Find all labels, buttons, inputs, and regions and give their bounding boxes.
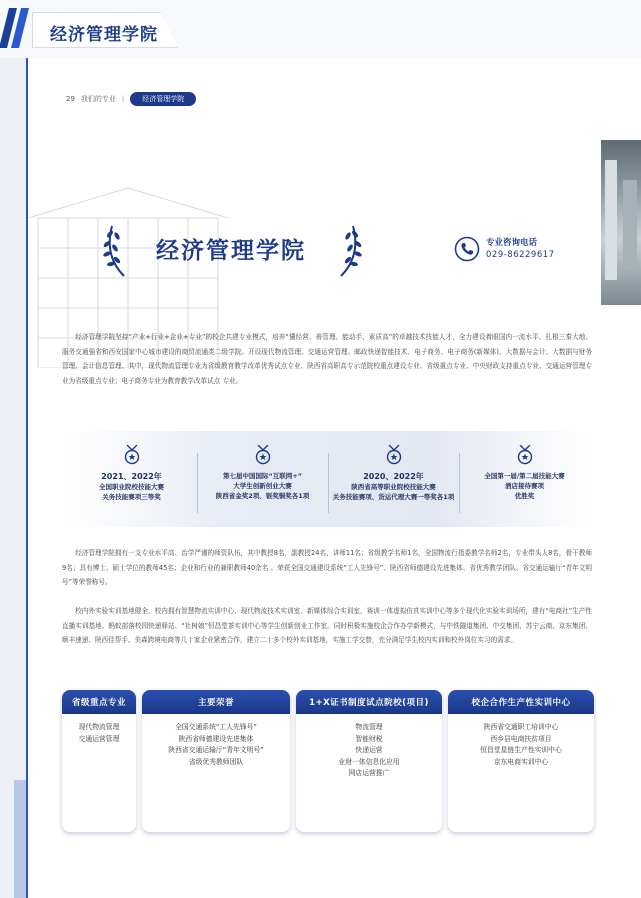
contact-label: 专业咨询电话 [486, 238, 538, 248]
brochure-page [28, 58, 641, 898]
award-line: 酒店接待赛项 [505, 482, 544, 490]
card-item: 智能财税 [355, 734, 383, 743]
page-number: 29 [66, 95, 75, 103]
phone-icon [454, 236, 480, 262]
campus-photo [601, 140, 641, 305]
medal-icon [123, 445, 141, 465]
wheat-laurel-icon [333, 222, 367, 278]
practice-paragraph: 校内外实验实训基地健全，校内拥有智慧物流实训中心、现代物流技术实训室、新媒体综合实训室，赛训一体虚拟仿真实训中心等多个现代化实验实训场所，建有“电商社”生产性直播实训基地、蚂蚁部落校园快递驿站、“社树娘”恒昌堂茶实训中心等学生创新创业工作室。同时积极实施校企合作办学新模式，与中铁隧道集团、中交集团、苏宁云商、京东集团、顺丰速递、陕西佳帮手、美森跨境电商等几十家企业紧密合作，建立二十多个校外实训基地，实施工学交替，充分满足学生校内实训和校外岗位实习的需求。 [62, 607, 592, 644]
award-item [328, 431, 459, 527]
medal-icon [516, 445, 534, 465]
card-title: 校企合作生产性实训中心 [448, 690, 594, 714]
card-key-majors [62, 690, 136, 832]
faculty-paragraph: 经济管理学院拥有一支专业水平高、治学严谨的师资队伍，其中教授8名，副教授24名，讲师11名；省级教学名师1名，全国物流行指委教学名师2名，专业带头人8名，骨干教师9名；具有博士、硕士学位的教师45名；企业和行业的兼职教师40余名 。荣获全国交通建设系统“工人先锋号”、陕西省师德建设先进集体、省优秀教学团队、省交通运输厅“青年文明号”等荣誉称号。 [62, 549, 592, 586]
awards-band [66, 431, 590, 527]
award-line: 2021、2022年 [101, 472, 162, 481]
card-honors [142, 690, 290, 832]
card-training-centers [448, 690, 594, 832]
card-item: 恒昌堂星链生产性实训中心 [480, 746, 562, 754]
award-line: 陕西省金奖2项、银奖铜奖各1项 [215, 492, 310, 500]
card-item: 陕西省交通运输厅“青年文明号” [168, 746, 264, 754]
card-1x-certificates [296, 690, 442, 832]
rail-accent [14, 780, 26, 898]
card-item: 业财一体信息化应用 [338, 757, 400, 766]
award-line: 全国第一届/第二届技能大赛 [484, 472, 565, 480]
college-title: 经济管理学院 [156, 238, 306, 264]
card-item: 陕西省师德建设先进集体 [178, 734, 254, 743]
breadcrumb [66, 92, 196, 106]
medal-icon [254, 445, 272, 465]
award-line: 2020、2022年 [363, 472, 424, 481]
card-item: 现代物流管理 [78, 723, 120, 731]
breadcrumb-section: 我们的专业 [80, 95, 116, 103]
award-item [197, 431, 328, 527]
contact-phone: 029-86229617 [486, 250, 555, 260]
award-line: 关务技能赛项三等奖 [102, 493, 161, 501]
card-item: 交通运营管理 [78, 734, 120, 743]
brand-stripes [0, 8, 36, 48]
wheat-laurel-icon [98, 222, 132, 278]
award-line: 大学生创新创业大赛 [233, 482, 292, 490]
intro-paragraph: 经济管理学院坚持“产业+行业+企业+专业”的校企共建专业模式，培养“懂经营、善管理、能动手、素质高”的卓越技术技能人才，全力建设着眼国内一流水平、扎根三秦大地、服务交通强省和西安国家中心城市建设的商贸流通类二级学院。开设现代物流管理、交通运营管理、邮政快递智能技术、电子商务、电子商务(新媒体)、大数据与会计、大数据与财务管理、会计信息管理、其中，现代物流管理专业为省级教育教学改革优秀试点专业、陕西省高职高专示范院校重点建设专业、省级重点专业、中央财政支持重点专业、交通运营管理专业为省级重点专业；电子商务专业为教育教学改革试点 专业。 [62, 333, 592, 385]
award-item [459, 431, 590, 527]
award-line: 陕西省高等职业院校技能大赛 [351, 483, 436, 491]
card-title: 主要荣誉 [142, 690, 290, 714]
card-item: 陕西省交通职工培训中心 [483, 723, 559, 731]
card-item: 西乡县电商扶贫项目 [490, 734, 552, 743]
award-line: 优胜奖 [514, 492, 535, 500]
award-item [66, 431, 197, 527]
card-item: 省级优秀教师团队 [188, 757, 244, 766]
header-title: 经济管理学院 [50, 25, 158, 45]
medal-icon [385, 445, 403, 465]
card-item: 京东电商实训中心 [493, 757, 549, 766]
award-line: 关务技能赛项、货运代理大赛一等奖各1项 [332, 493, 455, 501]
card-item: 快递运营 [355, 746, 383, 754]
card-title: 1+X证书制度试点院校(项目) [296, 690, 442, 714]
card-item: 网店运营推广 [348, 769, 390, 777]
breadcrumb-current: 经济管理学院 [130, 92, 196, 106]
breadcrumb-separator: | [121, 95, 125, 103]
card-title: 省级重点专业 [62, 690, 136, 714]
award-line: 第七届中国国际“互联网+” [223, 472, 302, 480]
card-item: 物流管理 [355, 723, 383, 731]
summary-cards [62, 690, 594, 840]
award-line: 全国职业院校技能大赛 [99, 483, 164, 491]
card-item: 全国交通系统“工人先锋号” [175, 723, 257, 731]
header-bar [0, 0, 641, 58]
left-rail [0, 58, 28, 898]
